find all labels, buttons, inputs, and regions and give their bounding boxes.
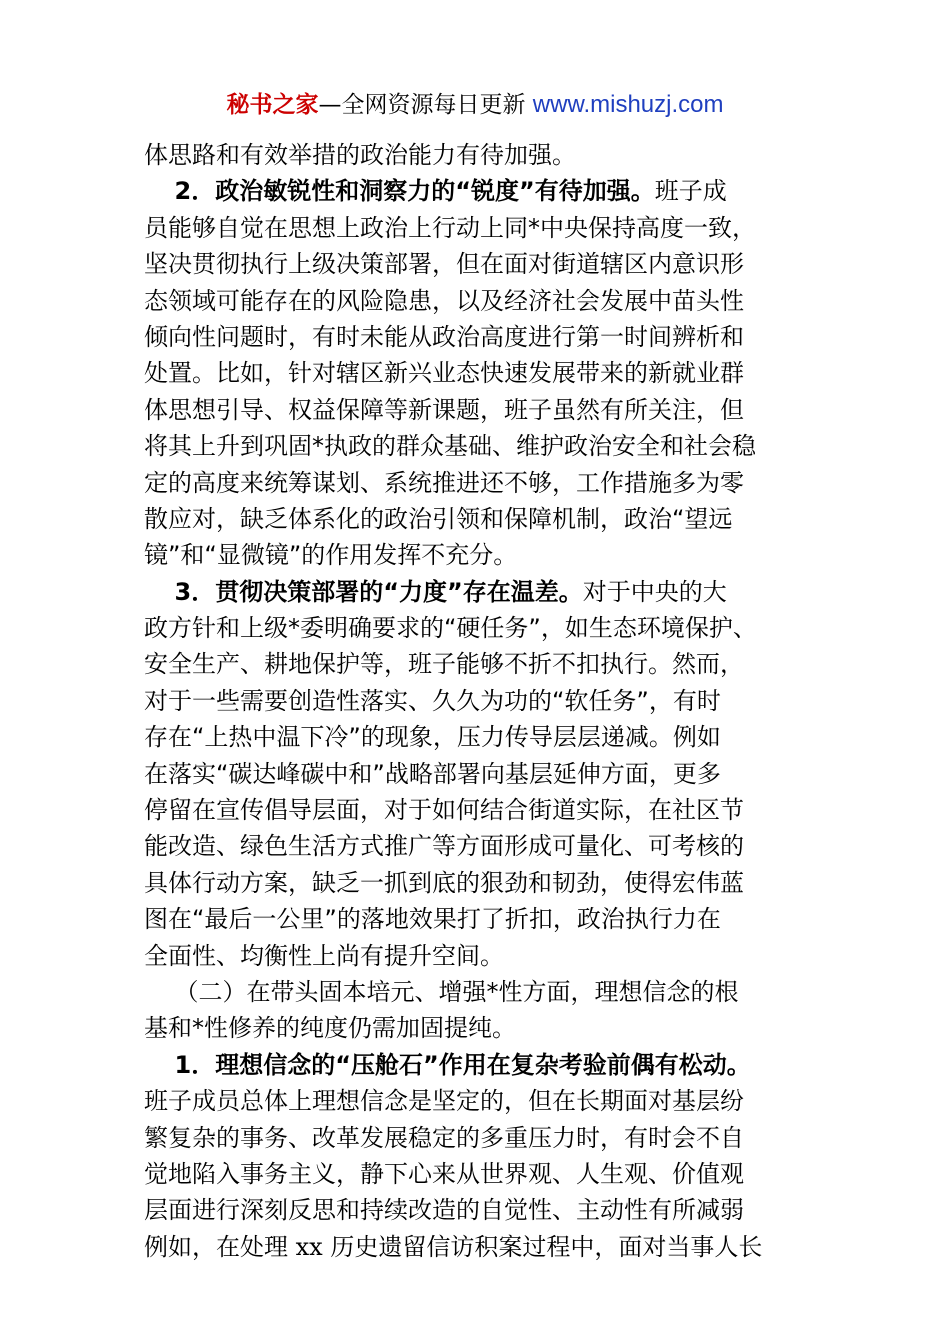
text-line: 图在“最后一公里”的落地效果打了折扣，政治执行力在 [144,905,721,934]
site-header [0,88,950,122]
text-line: 安全生产、耕地保护等，班子能够不折不扣执行。然而， [144,650,744,679]
text-line: 觉地陷入事务主义，静下心来从世界观、人生观、价值观 [144,1159,744,1188]
text-line: 体思路和有效举措的政治能力有待加强。 [144,141,576,169]
text-line: 坚决贯彻执行上级决策部署，但在面对街道辖区内意识形 [144,250,744,279]
section-heading: 1．理想信念的“压舱石”作用在复杂考验前偶有松动。 [174,1050,751,1079]
text-line: 全面性、均衡性上尚有提升空间。 [144,941,504,970]
text-line: 班子成员总体上理想信念是坚定的，但在长期面对基层纷 [144,1087,744,1116]
text-line: 倾向性问题时，有时未能从政治高度进行第一时间辨析和 [144,322,744,351]
text-line: 体思想引导、权益保障等新课题，班子虽然有所关注，但 [144,395,744,424]
text-line: （二）在带头固本培元、增强*性方面，理想信念的根 [174,977,739,1006]
text-line [144,1047,816,1083]
text-line: 能改造、绿色生活方式推广等方面形成可量化、可考核的 [144,832,744,861]
text-line: 停留在宣传倡导层面，对于如何结合街道实际，在社区节 [144,796,744,825]
section-heading: 3．贯彻决策部署的“力度”存在温差。 [174,577,583,606]
text-line: 具体行动方案，缺乏一抓到底的狠劲和韧劲，使得宏伟蓝 [144,868,744,897]
section-heading: 2．政治敏锐性和洞察力的“锐度”有待加强。 [174,177,655,206]
text-line: 繁复杂的事务、改革发展稳定的多重压力时，有时会不自 [144,1123,744,1152]
site-url-link[interactable]: www.mishuzj.com [532,91,724,118]
text-line: 例如，在处理 xx 历史遗留信访积案过程中，面对当事人长 [144,1232,763,1261]
document-body [144,137,816,1265]
text-line: 镜”和“显微镜”的作用发挥不充分。 [144,541,518,570]
text-line: 将其上升到巩固*执政的群众基础、维护政治安全和社会稳 [144,432,756,461]
text-line: 对于一些需要创造性落实、久久为功的“软任务”，有时 [144,686,721,715]
text-line: 基和*性修养的纯度仍需加固提纯。 [144,1014,516,1043]
text-line: 处置。比如，针对辖区新兴业态快速发展带来的新就业群 [144,359,744,388]
text-line: 层面进行深刻反思和持续改造的自觉性、主动性有所减弱 [144,1196,744,1225]
header-dash: — [318,92,342,118]
text-line: 存在“上热中温下冷”的现象，压力传导层层递减。例如 [144,723,721,752]
site-brand: 秘书之家 [226,92,319,118]
text-line: 在落实“碳达峰碳中和”战略部署向基层延伸方面，更多 [144,759,721,788]
text-line: 散应对，缺乏体系化的政治引领和保障机制，政治“望远 [144,504,733,533]
text-line: 政方针和上级*委明确要求的“硬任务”，如生态环境保护、 [144,614,757,643]
text-line: 3．贯彻决策部署的“力度”存在温差。对于中央的大 [174,577,727,606]
text-line: 定的高度来统筹谋划、系统推进还不够，工作措施多为零 [144,468,744,497]
text-line: 态领域可能存在的风险隐患，以及经济社会发展中苗头性 [144,286,744,315]
text-line: 员能够自觉在思想上政治上行动上同*中央保持高度一致， [144,213,756,242]
header-tagline: 全网资源每日更新 [341,92,533,118]
text-line: 2．政治敏锐性和洞察力的“锐度”有待加强。班子成 [174,177,727,206]
